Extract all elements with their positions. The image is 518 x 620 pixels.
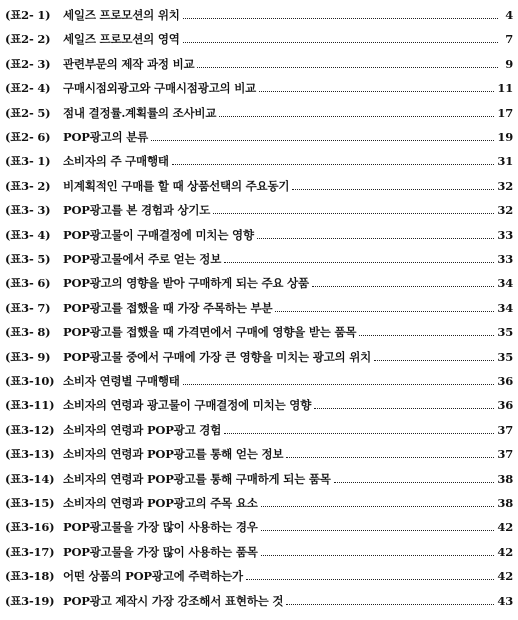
table-number: (표2- 4) [5, 81, 51, 96]
table-title: 소비자의 연령과 POP광고를 통해 구매하게 되는 품목 [63, 471, 331, 486]
table-title: 점내 결정률.계획률의 조사비교 [63, 105, 217, 120]
dot-leader [246, 578, 494, 580]
table-title: POP광고의 영향을 받아 구매하게 되는 주요 상품 [63, 276, 309, 291]
toc-entry [5, 173, 513, 193]
table-number: (표3- 9) [5, 349, 51, 364]
dot-leader [151, 139, 494, 141]
toc-entry [5, 539, 513, 559]
toc-entry [5, 222, 513, 242]
toc-entry [5, 563, 513, 583]
dot-leader [224, 432, 494, 434]
dot-leader [197, 66, 498, 68]
table-number: (표3-17) [5, 544, 55, 559]
dot-leader [257, 237, 495, 239]
toc-entry [5, 2, 513, 22]
page-number: 9 [505, 56, 513, 71]
toc-entry [5, 344, 513, 364]
table-number: (표3-19) [5, 593, 55, 608]
table-number: (표3-11) [5, 398, 55, 413]
table-title: 소비자의 연령과 POP광고를 통해 얻는 정보 [63, 447, 284, 462]
dot-leader [219, 115, 494, 117]
dot-leader [312, 285, 494, 287]
table-number: (표3- 3) [5, 203, 51, 218]
table-number: (표3- 8) [5, 325, 51, 340]
toc-entry [5, 100, 513, 120]
page-number: 34 [497, 276, 513, 291]
page-number: 35 [497, 349, 513, 364]
table-title: 구매시점외광고와 구매시점광고의 비교 [63, 81, 257, 96]
toc-entry [5, 319, 513, 339]
page-number: 7 [505, 32, 513, 47]
dot-leader [286, 456, 494, 458]
dot-leader [213, 212, 494, 214]
page-number: 36 [497, 374, 513, 388]
table-number: (표3- 7) [5, 300, 51, 315]
table-number: (표3- 2) [5, 178, 51, 193]
table-number: (표3-13) [5, 447, 55, 462]
toc-entry [5, 270, 513, 290]
table-title: POP광고를 접했을 때 가격면에서 구매에 영향을 받는 품목 [63, 325, 357, 340]
table-title: POP광고를 본 경험과 상기도 [63, 203, 211, 218]
dot-leader [374, 359, 494, 361]
page-number: 37 [497, 447, 513, 462]
table-title: POP광고물이 구매결정에 미치는 영향 [63, 227, 254, 242]
dot-leader [261, 505, 495, 507]
page-number: 17 [497, 105, 513, 120]
toc-entry [5, 197, 513, 217]
table-title: 소비자의 주 구매행태 [63, 154, 169, 169]
dot-leader [259, 90, 494, 92]
page-number: 11 [497, 81, 513, 96]
page-number: 19 [497, 130, 513, 144]
dot-leader [172, 163, 495, 165]
dot-leader [286, 603, 494, 605]
table-title: POP광고 제작시 가장 강조해서 표현하는 것 [63, 593, 284, 608]
table-number: (표2- 3) [5, 56, 51, 71]
page-number: 32 [497, 178, 513, 193]
table-number: (표3-15) [5, 496, 55, 510]
page-number: 33 [497, 227, 513, 242]
table-title: 소비자의 연령과 POP광고의 주목 요소 [63, 496, 258, 510]
dot-leader [183, 383, 495, 385]
toc-entry [5, 51, 513, 71]
page-number: 34 [497, 300, 513, 315]
page-number: 42 [497, 520, 513, 535]
dot-leader [261, 554, 495, 556]
table-number: (표3-10) [5, 374, 55, 388]
page-number: 42 [497, 569, 513, 584]
toc-entry [5, 588, 513, 608]
table-title: POP광고물을 가장 많이 사용하는 경우 [63, 520, 258, 535]
dot-leader [334, 481, 495, 483]
toc-entry [5, 246, 513, 266]
table-number: (표2- 6) [5, 130, 51, 144]
toc-entry [5, 466, 513, 486]
table-title: POP광고물을 가장 많이 사용하는 품목 [63, 544, 258, 559]
dot-leader [359, 334, 494, 336]
table-title: POP광고를 접했을 때 가장 주목하는 부분 [63, 300, 273, 315]
table-number: (표2- 2) [5, 32, 51, 47]
toc-entry [5, 417, 513, 437]
table-title: 비계획적인 구매를 할 때 상품선택의 주요동기 [63, 178, 290, 193]
table-title: POP광고의 분류 [63, 130, 149, 144]
toc-entry [5, 392, 513, 412]
toc-entry [5, 26, 513, 46]
toc-entry [5, 441, 513, 461]
page-number: 36 [497, 398, 513, 413]
table-title: POP광고물에서 주로 얻는 정보 [63, 252, 222, 266]
page-number: 35 [497, 325, 513, 340]
table-title: 소비자의 연령과 POP광고 경험 [63, 422, 222, 437]
toc-entry [5, 295, 513, 315]
dot-leader [275, 310, 494, 312]
toc-entry [5, 514, 513, 534]
page-number: 4 [505, 8, 513, 22]
page-number: 38 [497, 471, 513, 486]
dot-leader [183, 41, 498, 43]
toc-entry [5, 368, 513, 388]
table-title: 어떤 상품의 POP광고에 주력하는가 [63, 569, 243, 584]
table-title: 세일즈 프로모션의 영역 [63, 32, 180, 47]
page-number: 31 [497, 154, 513, 169]
dot-leader [224, 261, 494, 263]
page-number: 42 [497, 544, 513, 559]
toc-entry [5, 124, 513, 144]
page-number: 33 [497, 252, 513, 266]
table-number: (표3-18) [5, 569, 55, 584]
table-title: 소비자의 연령과 광고물이 구매결정에 미치는 영향 [63, 398, 312, 413]
table-number: (표3- 1) [5, 154, 51, 169]
page-number: 32 [497, 203, 513, 218]
table-number: (표3-12) [5, 422, 55, 437]
table-title: 소비자 연령별 구매행태 [63, 374, 180, 388]
table-title: POP광고물 중에서 구매에 가장 큰 영향을 미치는 광고의 위치 [63, 349, 372, 364]
toc-entry [5, 75, 513, 95]
table-number: (표3- 6) [5, 276, 51, 291]
toc-entry [5, 490, 513, 510]
table-title: 관련부문의 제작 과정 비교 [63, 56, 195, 71]
page-number: 38 [497, 496, 513, 510]
table-number: (표3-16) [5, 520, 55, 535]
dot-leader [261, 529, 495, 531]
table-title: 세일즈 프로모션의 위치 [63, 8, 180, 22]
dot-leader [292, 188, 494, 190]
table-number: (표3-14) [5, 471, 55, 486]
dot-leader [314, 407, 494, 409]
table-number: (표3- 4) [5, 227, 51, 242]
page-number: 37 [497, 422, 513, 437]
table-number: (표2- 5) [5, 105, 51, 120]
toc-entry [5, 148, 513, 168]
table-number: (표3- 5) [5, 252, 51, 266]
page-number: 43 [497, 593, 513, 608]
dot-leader [183, 17, 498, 19]
table-number: (표2- 1) [5, 8, 51, 22]
